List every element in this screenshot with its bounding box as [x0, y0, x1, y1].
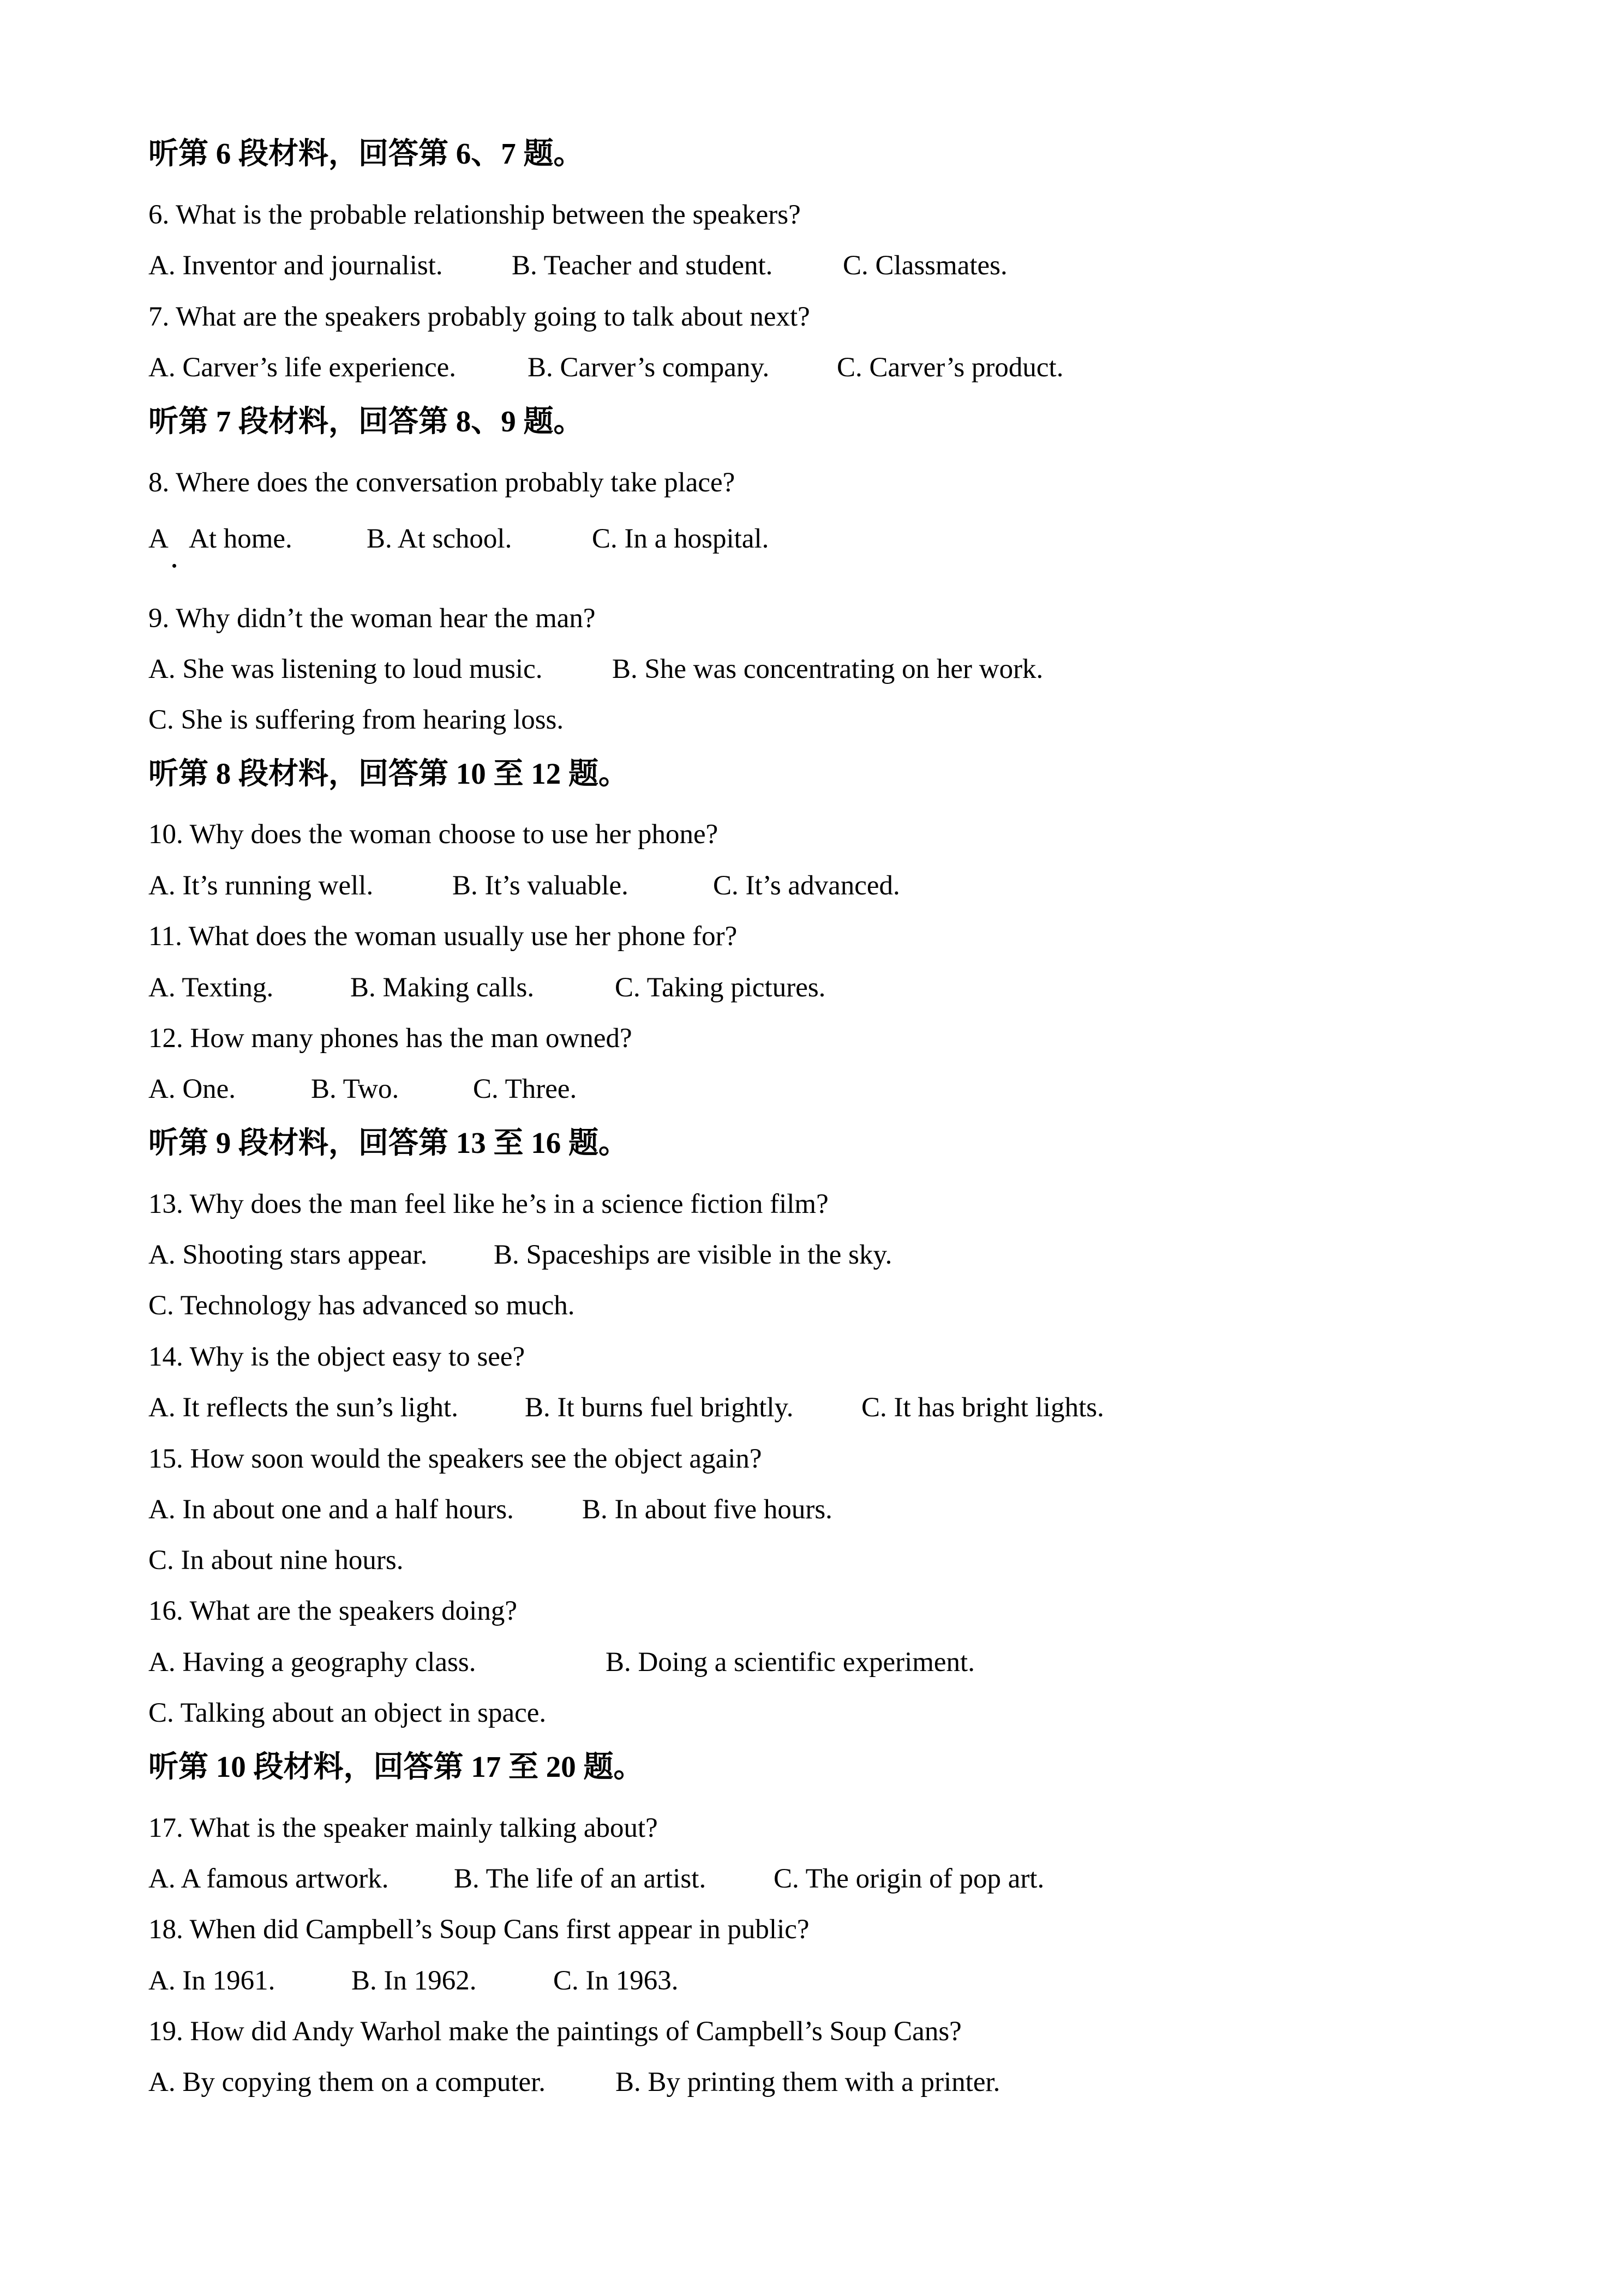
section-heading: 听第 7 段材料，回答第 8、9 题。 [148, 405, 584, 438]
question-text: 16. What are the speakers doing? [148, 1596, 517, 1626]
question-text: 14. Why is the object easy to see? [148, 1342, 525, 1372]
question-text: 9. Why didn’t the woman hear the man? [148, 603, 596, 634]
option-b: B. In 1962. [351, 1966, 477, 1996]
question-text: 10. Why does the woman choose to use her phone? [148, 819, 718, 850]
option-a: A. Texting. [148, 972, 274, 1003]
option-c: C. In 1963. [553, 1966, 679, 1996]
option-a: A. One. [148, 1074, 236, 1104]
question-text: 17. What is the speaker mainly talking about? [148, 1813, 658, 1843]
option-c: C. Carver’s product. [837, 352, 1064, 383]
option-b: B. By printing them with a printer. [615, 2067, 1000, 2097]
section-heading: 听第 9 段材料，回答第 13 至 16 题。 [148, 1126, 629, 1159]
question-text: 11. What does the woman usually use her phone for? [148, 921, 738, 952]
option-b: B. Two. [311, 1074, 399, 1104]
option-a: A. In about one and a half hours. [148, 1494, 514, 1525]
option-b: B. The life of an artist. [454, 1864, 706, 1894]
option-b: B. She was concentrating on her work. [612, 654, 1044, 684]
option-b: B. Making calls. [350, 972, 535, 1003]
option-c: C. Three. [473, 1074, 577, 1104]
option-c: C. Classmates. [843, 250, 1008, 281]
option-b: B. Spaceships are visible in the sky. [494, 1240, 892, 1270]
option-b: B. In about five hours. [582, 1494, 832, 1525]
option-a: A. Having a geography class. [148, 1647, 476, 1678]
option-c: C. It has bright lights. [861, 1392, 1104, 1423]
option-c: C. Talking about an object in space. [148, 1698, 547, 1728]
option-b: B. Carver’s company. [528, 352, 770, 383]
option-b: B. Doing a scientific experiment. [606, 1647, 975, 1678]
option-c: C. The origin of pop art. [774, 1864, 1045, 1894]
option-a: A. A famous artwork. [148, 1864, 389, 1894]
option-b: B. Teacher and student. [512, 250, 773, 281]
option-b: B. It burns fuel brightly. [525, 1392, 794, 1423]
question-text: 15. How soon would the speakers see the object again? [148, 1444, 762, 1474]
stray-dot-mark [172, 564, 176, 568]
option-c: C. In about nine hours. [148, 1545, 404, 1576]
option-a: At home. [189, 524, 292, 554]
question-text: 18. When did Campbell’s Soup Cans first appear in public? [148, 1914, 810, 1945]
option-a: A. Shooting stars appear. [148, 1240, 428, 1270]
option-a: A. Inventor and journalist. [148, 250, 443, 281]
question-text: 7. What are the speakers probably going to talk about next? [148, 302, 810, 332]
question-text: 6. What is the probable relationship between the speakers? [148, 200, 801, 230]
question-text: 8. Where does the conversation probably take place? [148, 467, 735, 498]
option-a: A. By copying them on a computer. [148, 2067, 546, 2097]
option-c: C. Technology has advanced so much. [148, 1290, 575, 1321]
section-heading: 听第 10 段材料，回答第 17 至 20 题。 [148, 1750, 644, 1783]
option-a: A. It reflects the sun’s light. [148, 1392, 458, 1423]
option-b: B. It’s valuable. [452, 870, 628, 901]
question-text: 19. How did Andy Warhol make the paintings of Campbell’s Soup Cans? [148, 2016, 962, 2047]
question-text: 12. How many phones has the man owned? [148, 1023, 632, 1054]
option-a: A. She was listening to loud music. [148, 654, 543, 684]
option-c: C. In a hospital. [592, 524, 769, 554]
section-heading: 听第 6 段材料，回答第 6、7 题。 [148, 137, 584, 170]
option-a-letter: A [148, 524, 169, 554]
question-text: 13. Why does the man feel like he’s in a science fiction film? [148, 1189, 829, 1219]
option-c: C. Taking pictures. [615, 972, 826, 1003]
option-a: A. In 1961. [148, 1966, 275, 1996]
option-c: C. She is suffering from hearing loss. [148, 705, 564, 735]
option-b: B. At school. [367, 524, 512, 554]
option-a: A. Carver’s life experience. [148, 352, 457, 383]
option-a: A. It’s running well. [148, 870, 374, 901]
option-c: C. It’s advanced. [713, 870, 900, 901]
section-heading: 听第 8 段材料，回答第 10 至 12 题。 [148, 757, 629, 790]
